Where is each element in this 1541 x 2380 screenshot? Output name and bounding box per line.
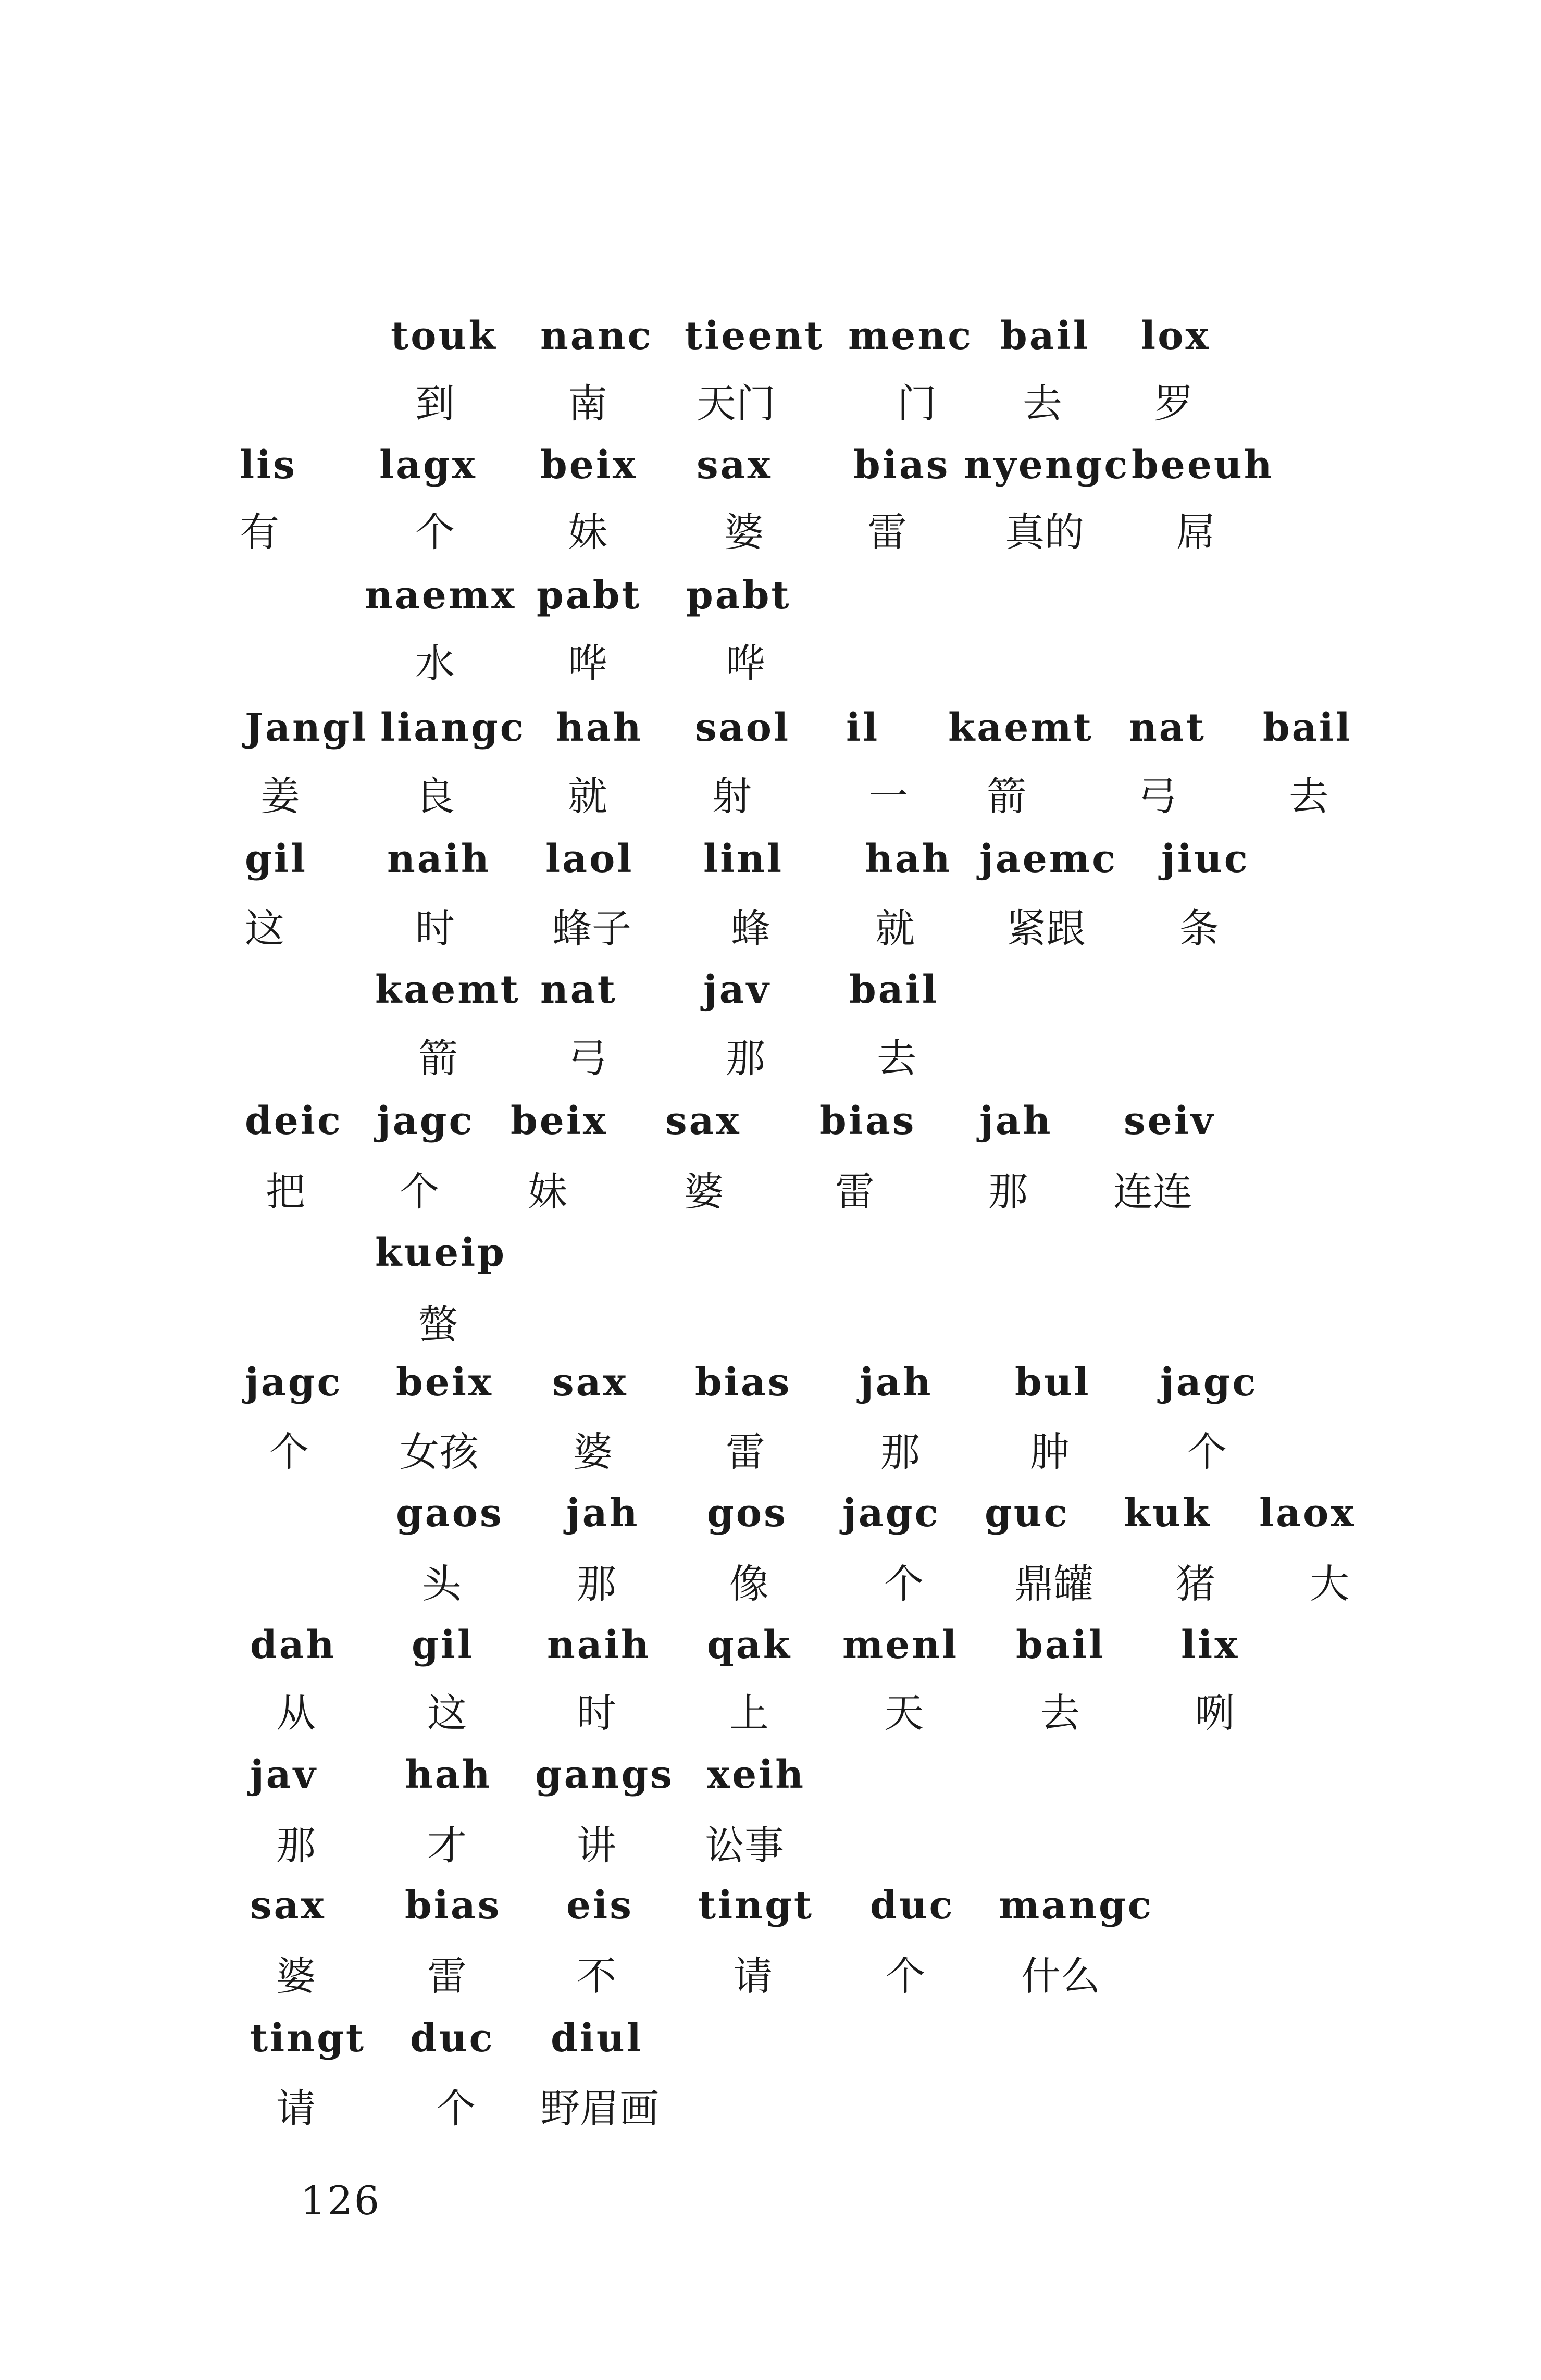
romanized-word: liangc (380, 705, 526, 750)
chinese-gloss: 什么 (1021, 1953, 1100, 1999)
romanized-word: laox (1259, 1491, 1356, 1536)
romanized-word: bail (1000, 314, 1090, 358)
romanized-word: lagx (379, 443, 477, 488)
romanized-word: bias (853, 443, 950, 488)
chinese-gloss: 紧跟 (1006, 905, 1086, 952)
romanized-word: jagc (245, 1360, 343, 1405)
chinese-gloss: 雷 (835, 1168, 875, 1215)
chinese-gloss: 这 (245, 905, 284, 952)
chinese-gloss: 去 (877, 1035, 916, 1081)
chinese-gloss: 条 (1179, 905, 1219, 952)
romanized-word: naih (387, 837, 491, 881)
romanized-word: gangs (535, 1752, 674, 1797)
chinese-gloss: 讼事 (705, 1822, 784, 1868)
chinese-gloss: 猪 (1176, 1561, 1215, 1607)
romanized-word: sax (552, 1360, 628, 1405)
romanized-word: touk (391, 314, 498, 358)
romanized-word: sax (250, 1883, 326, 1928)
romanized-word: hah (405, 1752, 492, 1797)
romanized-word: seiv (1124, 1099, 1215, 1143)
chinese-gloss: 才 (427, 1822, 467, 1868)
chinese-gloss: 个 (269, 1429, 309, 1475)
romanized-word: jah (566, 1491, 640, 1536)
chinese-gloss: 那 (988, 1168, 1028, 1215)
romanized-word: hah (556, 705, 643, 750)
romanized-word: saol (695, 705, 791, 750)
romanized-word: mangc (999, 1883, 1153, 1928)
chinese-gloss: 就 (568, 773, 607, 819)
romanized-word: lis (240, 443, 297, 488)
romanized-word: Jangl (245, 705, 368, 750)
chinese-gloss: 有 (240, 509, 279, 555)
chinese-gloss: 蜂 (731, 905, 770, 952)
chinese-gloss: 一 (868, 773, 908, 819)
romanized-word: bail (1016, 1623, 1105, 1667)
romanized-word: kaemt (948, 705, 1093, 750)
romanized-word: bul (1015, 1360, 1091, 1405)
romanized-word: jaemc (979, 837, 1118, 881)
romanized-word: menc (848, 314, 974, 358)
chinese-gloss: 蜂子 (552, 905, 631, 952)
chinese-gloss: 雷 (867, 509, 907, 555)
romanized-word: nat (540, 967, 617, 1012)
chinese-gloss: 良 (415, 773, 455, 819)
chinese-gloss: 讲 (577, 1822, 616, 1868)
romanized-word: gos (707, 1491, 788, 1536)
romanized-word: jav (250, 1752, 318, 1797)
romanized-word: jiuc (1161, 837, 1250, 881)
chinese-gloss: 箭 (418, 1035, 458, 1081)
romanized-word: naemx (365, 573, 517, 618)
chinese-gloss: 个 (400, 1168, 439, 1215)
chinese-gloss: 请 (276, 2085, 316, 2132)
chinese-gloss: 请 (733, 1953, 773, 1999)
chinese-gloss: 门 (897, 380, 937, 427)
chinese-gloss: 上 (729, 1690, 769, 1736)
romanized-word: tingt (250, 2016, 366, 2061)
romanized-word: kaemt (375, 967, 520, 1012)
chinese-gloss: 箭 (987, 773, 1026, 819)
romanized-word: jah (860, 1360, 933, 1405)
romanized-word: duc (410, 2016, 495, 2061)
romanized-word: bail (849, 967, 939, 1012)
romanized-word: sax (697, 443, 773, 488)
chinese-gloss: 把 (266, 1168, 305, 1215)
romanized-word: jagc (377, 1099, 475, 1143)
romanized-word: bias (405, 1883, 502, 1928)
chinese-gloss: 妹 (528, 1168, 567, 1215)
romanized-word: jagc (842, 1491, 940, 1536)
chinese-gloss: 罗 (1154, 380, 1194, 427)
romanized-word: gil (412, 1623, 474, 1667)
chinese-gloss: 哗 (568, 640, 607, 687)
romanized-word: linl (703, 837, 784, 881)
chinese-gloss: 这 (427, 1690, 467, 1736)
chinese-gloss: 天门 (697, 380, 776, 427)
romanized-word: jah (979, 1099, 1053, 1143)
chinese-gloss: 不 (577, 1953, 616, 1999)
chinese-gloss: 弓 (568, 1035, 607, 1081)
chinese-gloss: 个 (415, 509, 455, 555)
romanized-word: jagc (1160, 1360, 1258, 1405)
romanized-word: hah (865, 837, 952, 881)
romanized-word: bias (819, 1099, 916, 1143)
chinese-gloss: 去 (1023, 380, 1062, 427)
chinese-gloss: 大 (1310, 1561, 1349, 1607)
chinese-gloss: 连连 (1113, 1168, 1192, 1215)
chinese-gloss: 头 (422, 1561, 462, 1607)
chinese-gloss: 南 (568, 380, 607, 427)
chinese-gloss: 屌 (1176, 509, 1215, 555)
page-number: 126 (301, 2177, 381, 2224)
chinese-gloss: 那 (880, 1429, 920, 1475)
chinese-gloss: 那 (577, 1561, 616, 1607)
chinese-gloss: 鼎罐 (1014, 1561, 1093, 1607)
romanized-word: beix (396, 1360, 494, 1405)
chinese-gloss: 螫 (418, 1301, 458, 1348)
chinese-gloss: 雷 (427, 1953, 467, 1999)
romanized-word: bail (1263, 705, 1352, 750)
chinese-gloss: 时 (577, 1690, 616, 1736)
chinese-gloss: 那 (276, 1822, 316, 1868)
romanized-word: lix (1181, 1623, 1240, 1667)
chinese-gloss: 哗 (726, 640, 765, 687)
romanized-word: kueip (375, 1230, 507, 1275)
chinese-gloss: 婆 (724, 509, 764, 555)
chinese-gloss: 婆 (276, 1953, 316, 1999)
chinese-gloss: 个 (436, 2085, 476, 2132)
chinese-gloss: 天 (884, 1690, 924, 1736)
romanized-word: pabt (686, 573, 791, 618)
romanized-word: beix (540, 443, 638, 488)
romanized-word: laol (545, 837, 634, 881)
romanized-word: tieent (685, 314, 825, 358)
romanized-word: tingt (698, 1883, 814, 1928)
romanized-word: nyengc (964, 443, 1130, 488)
chinese-gloss: 姜 (260, 773, 300, 819)
romanized-word: bias (695, 1360, 792, 1405)
romanized-word: nanc (540, 314, 653, 358)
chinese-gloss: 就 (875, 905, 915, 952)
romanized-word: kuk (1124, 1491, 1212, 1536)
romanized-word: deic (245, 1099, 343, 1143)
chinese-gloss: 野眉画 (540, 2085, 659, 2132)
romanized-word: gaos (396, 1491, 504, 1536)
romanized-word: qak (707, 1623, 792, 1667)
chinese-gloss: 弓 (1138, 773, 1177, 819)
chinese-gloss: 妹 (568, 509, 607, 555)
romanized-word: jav (703, 967, 771, 1012)
romanized-word: sax (665, 1099, 741, 1143)
chinese-gloss: 水 (415, 640, 455, 687)
romanized-word: eis (566, 1883, 633, 1928)
chinese-gloss: 去 (1289, 773, 1328, 819)
chinese-gloss: 个 (1187, 1429, 1227, 1475)
romanized-word: nat (1129, 705, 1206, 750)
romanized-word: naih (547, 1623, 651, 1667)
chinese-gloss: 到 (415, 380, 455, 427)
romanized-word: guc (985, 1491, 1070, 1536)
chinese-gloss: 婆 (684, 1168, 724, 1215)
chinese-gloss: 射 (712, 773, 752, 819)
chinese-gloss: 真的 (1005, 509, 1084, 555)
romanized-word: duc (870, 1883, 955, 1928)
romanized-word: il (846, 705, 880, 750)
romanized-word: menl (842, 1623, 959, 1667)
romanized-word: dah (250, 1623, 337, 1667)
chinese-gloss: 个 (884, 1561, 924, 1607)
chinese-gloss: 从 (276, 1690, 316, 1736)
chinese-gloss: 咧 (1195, 1690, 1235, 1736)
romanized-word: beeuh (1132, 443, 1274, 488)
romanized-word: beix (511, 1099, 608, 1143)
romanized-word: pabt (537, 573, 642, 618)
chinese-gloss: 时 (415, 905, 455, 952)
chinese-gloss: 去 (1040, 1690, 1080, 1736)
chinese-gloss: 像 (729, 1561, 769, 1607)
chinese-gloss: 婆 (573, 1429, 613, 1475)
chinese-gloss: 女孩 (400, 1429, 479, 1475)
romanized-word: xeih (707, 1752, 806, 1797)
chinese-gloss: 肿 (1030, 1429, 1070, 1475)
chinese-gloss: 个 (886, 1953, 925, 1999)
romanized-word: lox (1141, 314, 1211, 358)
romanized-word: diul (551, 2016, 643, 2061)
chinese-gloss: 那 (726, 1035, 765, 1081)
chinese-gloss: 雷 (726, 1429, 765, 1475)
romanized-word: gil (245, 837, 307, 881)
